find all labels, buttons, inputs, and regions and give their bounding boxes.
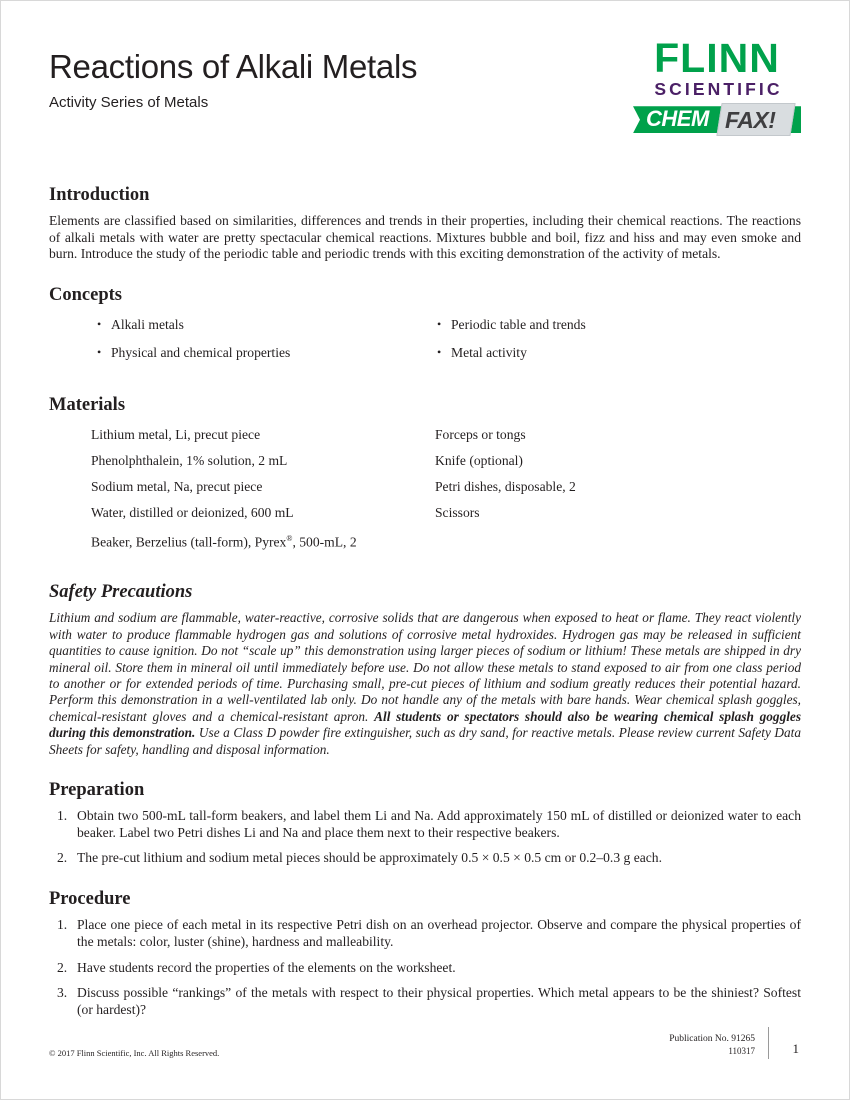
concepts-columns	[49, 313, 801, 373]
footer-divider	[768, 1027, 769, 1059]
heading-concepts: Concepts	[49, 285, 122, 306]
materials-column-left	[49, 424, 425, 561]
safety-text-part2: Use a Class D powder fire extinguisher, such as dry sand, for reactive metals. Please review current Safety Data Sheets for safety, handling and disposal information.	[49, 725, 801, 757]
page-subtitle: Activity Series of Metals	[49, 94, 209, 112]
list-item: Obtain two 500-mL tall-form beakers, and label them Li and Na. Add approximately 150 mL of distilled or deionized water to each beaker. Label two Petri dishes Li and Na and place them next to their respective beakers.	[77, 808, 801, 840]
banner-chem-text: CHEM	[646, 106, 709, 132]
concepts-column-left	[49, 313, 425, 373]
logo-brand-subtext: SCIENTIFIC	[654, 78, 783, 99]
copyright-notice: © 2017 Flinn Scientific, Inc. All Rights Reserved.	[49, 1048, 220, 1058]
material-beaker-post: , 500-mL, 2	[292, 534, 357, 550]
page-number: 1	[792, 1041, 799, 1056]
list-item: Lithium metal, Li, precut piece	[91, 426, 261, 442]
materials-list-right	[435, 427, 801, 521]
materials-column-right	[425, 424, 801, 561]
concepts-list-left	[97, 317, 425, 361]
introduction-paragraph: Elements are classified based on similarities, differences and trends in their properties, including their chemical reactions. The reactions of alkali metals with water are pretty spectacular chemical reactions. Mixtures bubble and boil, fizz and hiss and may even smoke and burn. Introduce the study of the periodic table and periodic trends with this exciting demonstration of the activity of metals.	[49, 213, 801, 262]
logo-brand-text: FLINN	[654, 35, 780, 81]
list-item: Sodium metal, Na, precut piece	[91, 478, 263, 494]
preparation-steps	[49, 808, 801, 867]
safety-text-part1: Lithium and sodium are flammable, water-reactive, corrosive solids that are dangerous when exposed to heat or flame. They react violently with water to produce flammable hydrogen gas and solutions of corrosive metal hydroxides. Hydrogen gas may be released in sufficient quantities to cause ignition. Do not “scale up” this demonstration using larger pieces of sodium or lithium! These metals are shipped in dry mineral oil. Store them in mineral oil until immediately before use. Do not allow these metals to stand exposed to air from one class period to another or for extended periods of time. Purchasing small, pre-cut pieces of lithium and sodium greatly reduces their potential hazard. Perform this demonstration in a well-ventilated lab only. Do not handle any of the metals with bare hands. Wear chemical splash goggles, chemical-resistant gloves and a chemical-resistant apron.	[49, 610, 801, 724]
list-item: • Alkali metals	[97, 317, 425, 333]
list-item: Scissors	[435, 504, 480, 520]
registered-mark-icon: ®	[286, 533, 293, 543]
heading-safety-precautions: Safety Precautions	[49, 582, 193, 603]
safety-text-bold: All students or spectators should also be wearing chemical splash goggles during this demonstration.	[49, 708, 801, 741]
list-item: Petri dishes, disposable, 2	[435, 478, 576, 494]
procedure-steps	[49, 917, 801, 1018]
list-item: Water, distilled or deionized, 600 mL	[91, 504, 294, 520]
list-item: • Physical and chemical properties	[97, 345, 425, 361]
concepts-list-right	[437, 317, 801, 361]
banner-fax-text: FAX!	[725, 107, 776, 134]
list-item: Place one piece of each metal in its respective Petri dish on an overhead projector. Observe and compare the physical properties of the metals: color, luster (shine), hardness and malleability.	[77, 917, 801, 949]
publication-number: Publication No. 91265	[669, 1034, 755, 1044]
heading-procedure: Procedure	[49, 889, 131, 910]
list-item: • Metal activity	[437, 345, 801, 361]
safety-paragraph	[49, 610, 801, 758]
list-item: • Periodic table and trends	[437, 317, 801, 333]
list-item: The pre-cut lithium and sodium metal pieces should be approximately 0.5 × 0.5 × 0.5 cm or 0.2–0.3 g each.	[77, 850, 663, 866]
page-header	[49, 35, 801, 163]
list-item: Discuss possible “rankings” of the metals with respect to their physical properties. Which metal appears to be the shiniest? Softest (or hardest)?	[77, 985, 801, 1017]
concepts-column-right	[425, 313, 801, 373]
heading-preparation: Preparation	[49, 780, 145, 801]
page-title: Reactions of Alkali Metals	[49, 48, 418, 85]
heading-introduction: Introduction	[49, 185, 150, 205]
list-item: Forceps or tongs	[435, 426, 526, 442]
material-beaker-pre: Beaker, Berzelius (tall-form), Pyrex	[91, 534, 287, 550]
heading-materials: Materials	[49, 395, 126, 416]
publication-code: 110317	[728, 1045, 755, 1056]
list-item	[91, 531, 425, 551]
list-item: Phenolphthalein, 1% solution, 2 mL	[91, 452, 288, 468]
materials-list-left	[91, 427, 425, 551]
list-item: Knife (optional)	[435, 452, 523, 468]
list-item: Have students record the properties of the elements on the worksheet.	[77, 959, 456, 975]
flinn-scientific-logo	[633, 35, 801, 137]
page-footer	[49, 1025, 801, 1059]
chemfax-banner	[633, 103, 801, 137]
publication-block	[669, 1034, 755, 1057]
materials-columns	[49, 424, 801, 561]
